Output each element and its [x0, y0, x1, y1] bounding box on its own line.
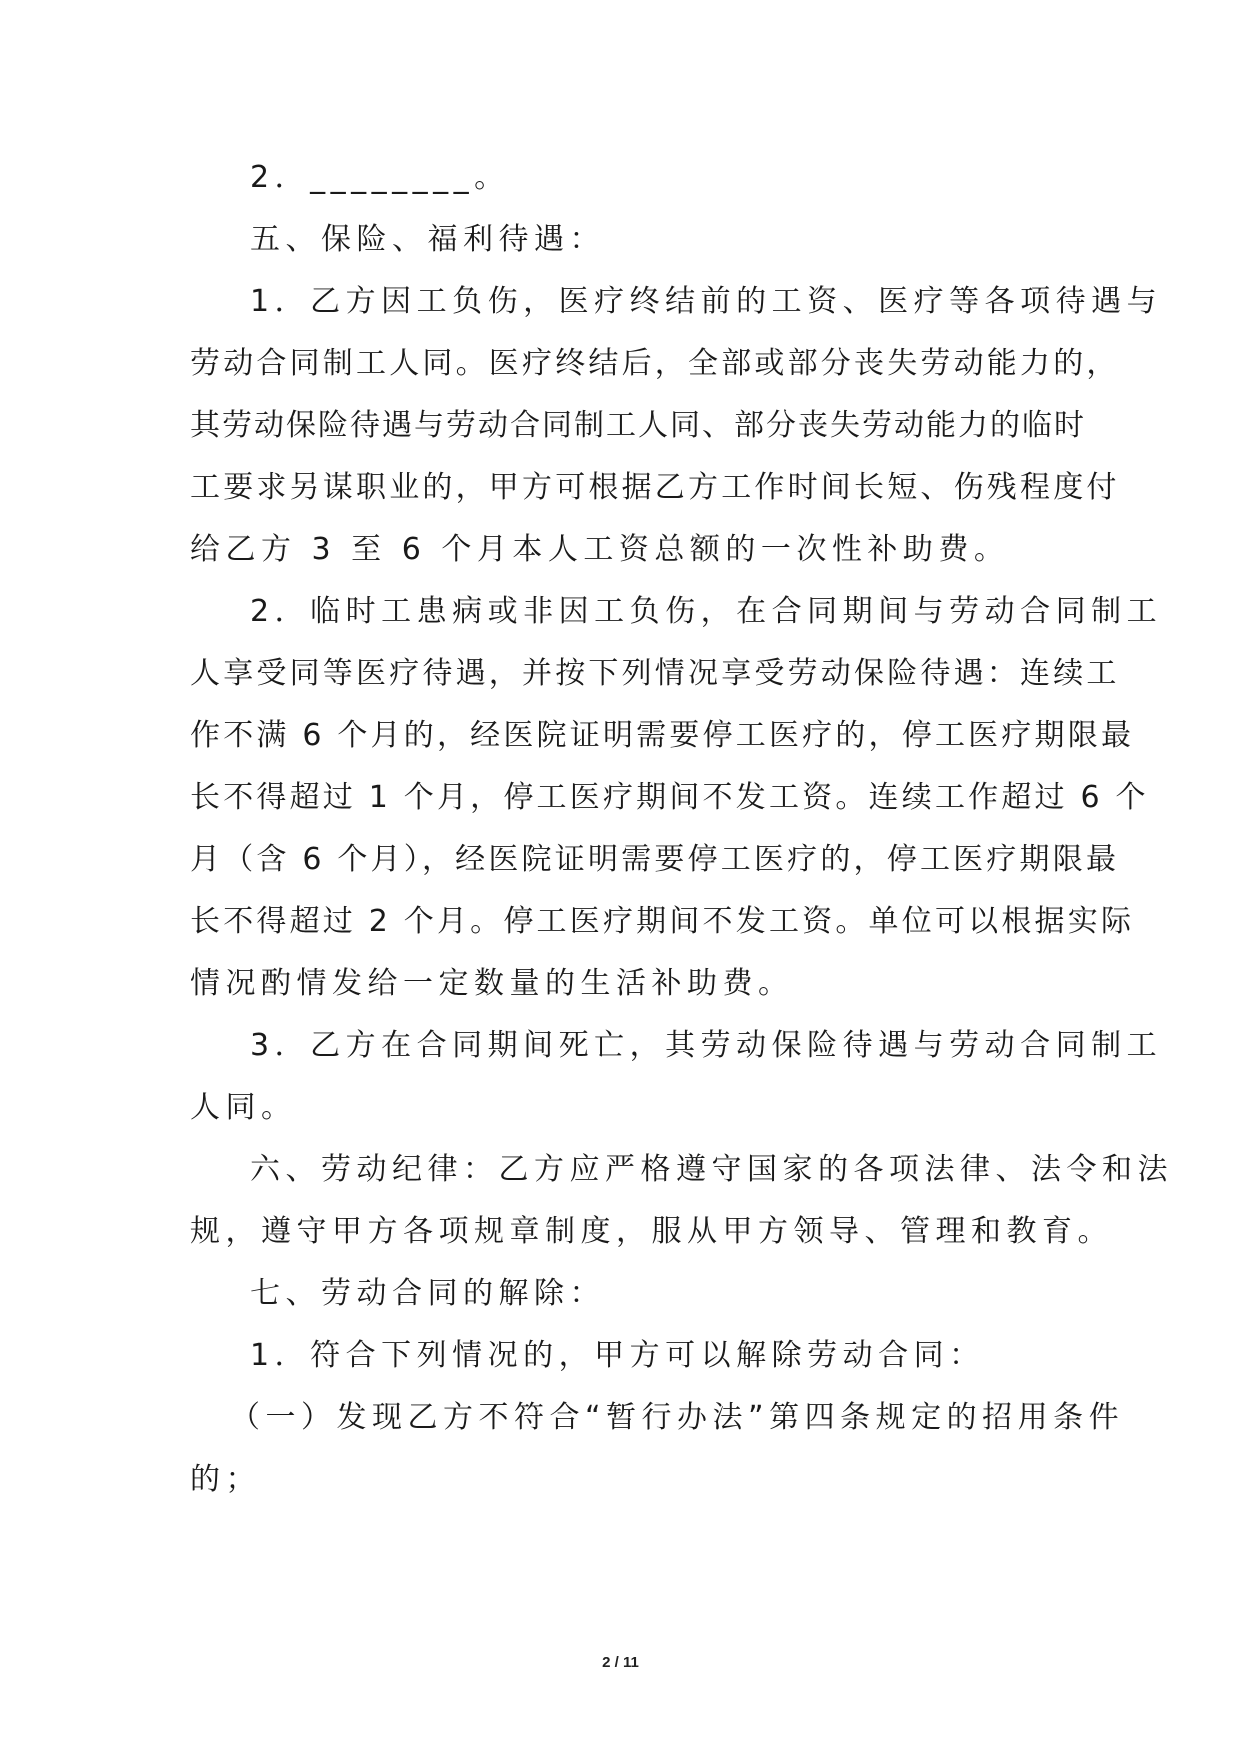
paragraph-line: 情况酌情发给一定数量的生活补助费。: [190, 966, 794, 1001]
paragraph-line: （一）发现乙方不符合“暂行办法”第四条规定的招用条件: [230, 1400, 1125, 1435]
paragraph-line: 长不得超过 1 个月，停工医疗期间不发工资。连续工作超过 6 个: [190, 780, 1149, 815]
paragraph-line: 的；: [190, 1462, 261, 1497]
paragraph-line: 1．符合下列情况的，甲方可以解除劳动合同：: [250, 1338, 985, 1373]
paragraph-line: 六、劳动纪律：乙方应严格遵守国家的各项法律、法令和法: [250, 1152, 1173, 1187]
paragraph-line: 3．乙方在合同期间死亡，其劳动保险待遇与劳动合同制工: [250, 1028, 1163, 1063]
paragraph-line: 1．乙方因工负伤，医疗终结前的工资、医疗等各项待遇与: [250, 284, 1163, 319]
paragraph-line: 劳动合同制工人同。医疗终结后，全部或部分丧失劳动能力的，: [190, 346, 1120, 381]
paragraph-line: 2．临时工患病或非因工负伤，在合同期间与劳动合同制工: [250, 594, 1163, 629]
paragraph-line: 长不得超过 2 个月。停工医疗期间不发工资。单位可以根据实际: [190, 904, 1135, 939]
paragraph-line: 工要求另谋职业的，甲方可根据乙方工作时间长短、伤残程度付: [190, 470, 1120, 505]
page-number: 2 / 11: [602, 1654, 639, 1671]
paragraph-line: 其劳动保险待遇与劳动合同制工人同、部分丧失劳动能力的临时: [190, 408, 1086, 443]
paragraph-line: 2．________。: [250, 160, 510, 195]
paragraph-line: 给乙方 3 至 6 个月本人工资总额的一次性补助费。: [190, 532, 1010, 567]
paragraph-line: 月（含 6 个月），经医院证明需要停工医疗的，停工医疗期限最: [190, 842, 1120, 877]
paragraph-line: 人同。: [190, 1090, 297, 1125]
paragraph-line: 规，遵守甲方各项规章制度，服从甲方领导、管理和教育。: [190, 1214, 1113, 1249]
document-body: [190, 158, 1173, 1500]
paragraph-line: 人享受同等医疗待遇，并按下列情况享受劳动保险待遇：连续工: [190, 656, 1120, 691]
section-heading: 五、保险、福利待遇：: [250, 222, 605, 257]
paragraph-line: 作不满 6 个月的，经医院证明需要停工医疗的，停工医疗期限最: [190, 718, 1135, 753]
section-heading: 七、劳动合同的解除：: [250, 1276, 605, 1311]
